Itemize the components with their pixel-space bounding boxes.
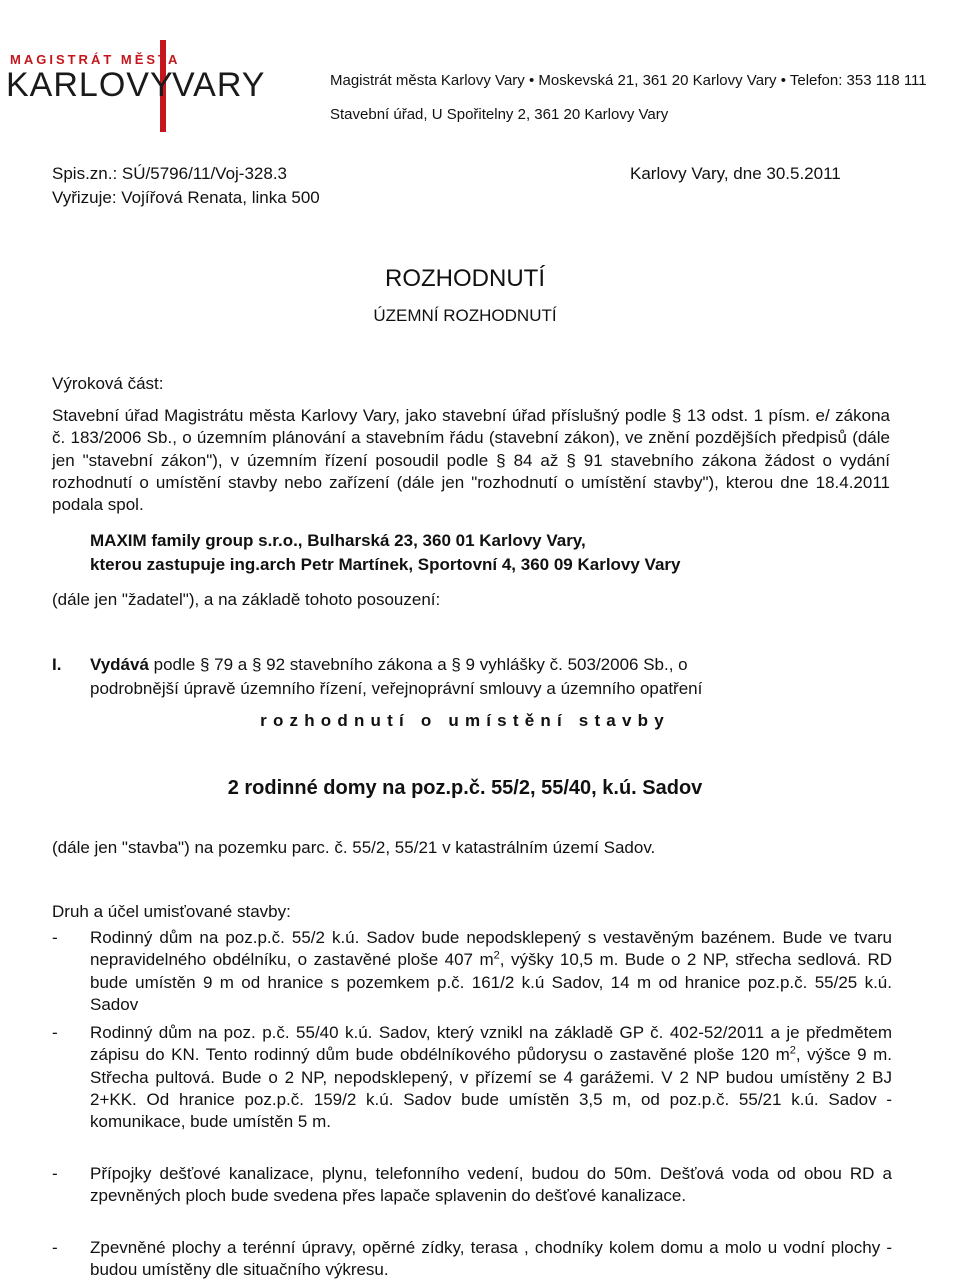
- file-reference: Spis.zn.: SÚ/5796/11/Voj-328.3: [52, 164, 288, 183]
- list-item: [52, 1022, 892, 1133]
- building-title: 2 rodinné domy na poz.p.č. 55/2, 55/40, k.ú. Sadov: [227, 777, 703, 799]
- purpose-heading: Druh a účel umisťované stavby:: [52, 902, 291, 921]
- list-dash: -: [52, 1164, 58, 1183]
- document-title: ROZHODNUTÍ: [385, 265, 545, 292]
- list-dash: -: [52, 1238, 58, 1257]
- decision-line-2: podrobnější úpravě územního řízení, veřejnoprávní smlouvy a územního opatření: [90, 679, 703, 698]
- applicant-note: (dále jen "žadatel"), a na základě tohoto posouzení:: [52, 590, 441, 609]
- list-item-text-b: , výšce 9 m. Střecha pultová. Bude o 2 NP, nepodsklepený, v přízemí se 4 garážemi. V 2 NP budou umístěny 2 BJ 2+KK. Od hranice poz.p.č. 159/2 k.ú. Sadov bude umístěn 3,5 m, od poz.p.č. 55/21 k.ú. Sadov - komunikace, bude umístěn 5 m.: [90, 1045, 892, 1132]
- superscript: 2: [493, 949, 500, 962]
- list-item-text-a: Přípojky dešťové kanalizace, plynu, telefonního vedení, budou do 50m. Dešťová voda od obou RD a zpevněných ploch bude svedena přes lapače splavenin do dešťové kanalizace.: [90, 1164, 892, 1206]
- office-address: Magistrát města Karlovy Vary • Moskevská 21, 361 20 Karlovy Vary • Telefon: 353 118 111: [330, 72, 927, 89]
- list-item-text-a: Rodinný dům na poz.p.č. 55/2 k.ú. Sadov bude nepodsklepený s vestavěným bazénem. Bude ve tvaru nepravidelného obdélníku, o zastavěné ploše 407 m: [90, 928, 892, 970]
- logo-graphic: [0, 0, 280, 140]
- city-logo: [0, 0, 280, 140]
- applicant-representative: kterou zastupuje ing.arch Petr Martínek, Sportovní 4, 360 09 Karlovy Vary: [90, 555, 681, 574]
- list-item: [52, 1163, 892, 1208]
- spaced-title: rozhodnutí o umístění stavby: [260, 711, 670, 730]
- list-item-text-a: Zpevněné plochy a terénní úpravy, opěrné zídky, terasa , chodníky kolem domu a molo u vodní plochy - budou umístěny dle situačního výkresu.: [90, 1238, 892, 1280]
- list-dash: -: [52, 928, 58, 947]
- list-item-text: [90, 1237, 892, 1282]
- handler: Vyřizuje: Vojířová Renata, linka 500: [52, 188, 320, 207]
- logo-top-text: MAGISTRÁT MĚSTA: [10, 52, 181, 67]
- list-item-text: [90, 1163, 892, 1208]
- intro-paragraph: Stavební úřad Magistrátu města Karlovy Vary, jako stavební úřad příslušný podle § 13 odst. 1 písm. e/ zákona č. 183/2006 Sb., o územním plánování a stavebním řádu (stavební zákon), ve znění pozdějších předpisů (dále jen "stavební zákon"), v územním řízení posoudil podle § 84 až § 91 stavebního zákona žádost o vydání rozhodnutí o umístění stavby nebo zařízení (dále jen "rozhodnutí o umístění stavby"), kterou dne 18.4.2011 podala spol.: [52, 406, 890, 515]
- list-item-text-a: Rodinný dům na poz. p.č. 55/40 k.ú. Sadov, který vznikl na základě GP č. 402-52/2011 a je předmětem zápisu do KN. Tento rodinný dům bude obdélníkového půdorysu o zastavěné ploše 120 m: [90, 1023, 892, 1065]
- list-dash: -: [52, 1023, 58, 1042]
- decision-line-1: [90, 654, 688, 676]
- list-item-text-b: , výšky 10,5 m. Bude o 2 NP, střecha sedlová. RD bude umístěn 9 m od hranice s pozemkem p.č. 161/2 k.ú Sadov, 14 m od hranice poz.p.č. 55/25 k.ú. Sadov: [90, 950, 893, 1014]
- superscript: 2: [789, 1044, 796, 1057]
- document-subtitle: ÚZEMNÍ ROZHODNUTÍ: [373, 306, 557, 325]
- logo-right-text: VARY: [172, 66, 266, 104]
- place-date: Karlovy Vary, dne 30.5.2011: [630, 164, 841, 183]
- logo-left-text: KARLOVY: [6, 66, 174, 104]
- decision-text-1: podle § 79 a § 92 stavebního zákona a § 9 vyhlášky č. 503/2006 Sb., o: [148, 655, 688, 674]
- list-item-text: [90, 1022, 892, 1133]
- building-note: (dále jen "stavba") na pozemku parc. č. 55/2, 55/21 v katastrálním území Sadov.: [52, 838, 656, 857]
- section-heading: Výroková část:: [52, 374, 164, 393]
- list-item: [52, 927, 892, 1016]
- list-item: [52, 1237, 892, 1282]
- list-item-text: [90, 927, 892, 1016]
- decision-numeral: I.: [52, 655, 62, 674]
- department-address: Stavební úřad, U Spořitelny 2, 361 20 Karlovy Vary: [330, 106, 669, 123]
- decision-verb: Vydává: [90, 655, 149, 674]
- applicant-name: MAXIM family group s.r.o., Bulharská 23, 360 01 Karlovy Vary,: [90, 531, 586, 550]
